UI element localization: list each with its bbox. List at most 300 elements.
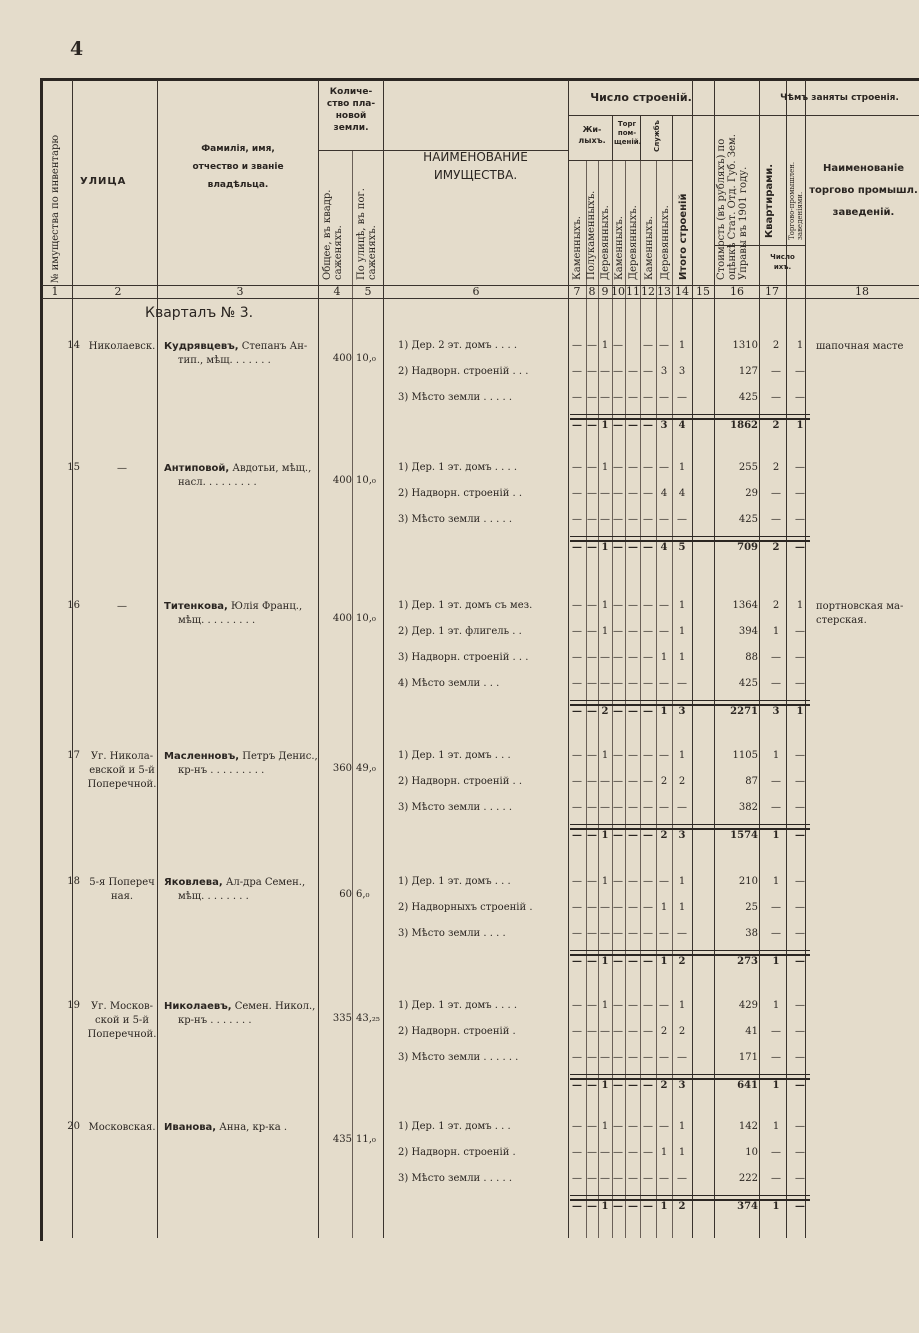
building-count: — bbox=[659, 876, 669, 887]
column-number: 16 bbox=[730, 285, 744, 298]
building-count: — bbox=[659, 600, 669, 611]
building-count: — bbox=[572, 1000, 582, 1011]
cost-value: 394 bbox=[738, 626, 758, 637]
building-count: — bbox=[643, 462, 653, 473]
street-name: Московская. bbox=[88, 1122, 156, 1133]
building-count: — bbox=[600, 1052, 610, 1063]
total-building-count: — bbox=[613, 830, 623, 841]
total-building-count: — bbox=[613, 706, 623, 717]
land-area: 360 bbox=[332, 763, 352, 774]
property-item: 2) Надворн. строеній . . . bbox=[398, 366, 529, 377]
apartments-count: — bbox=[771, 514, 781, 525]
buildings-subheader-line bbox=[568, 115, 714, 116]
total-establishments: — bbox=[795, 1080, 805, 1091]
total-building-count: — bbox=[643, 830, 653, 841]
trade-establishments-header: Торгово-промышлен. заведеніями. bbox=[788, 161, 804, 240]
building-count: — bbox=[587, 462, 597, 473]
inventory-number: 14 bbox=[67, 340, 80, 351]
building-count: — bbox=[643, 802, 653, 813]
building-count: — bbox=[613, 1026, 623, 1037]
land-amount-header: Количе- ство пла- новой земли. bbox=[326, 87, 376, 133]
total-building-count: — bbox=[628, 420, 638, 431]
total-building-count: — bbox=[587, 542, 597, 553]
apartments-count: — bbox=[771, 802, 781, 813]
building-count: 1 bbox=[601, 750, 609, 761]
building-count: 1 bbox=[678, 750, 686, 761]
occupied-header: Чѣмъ заняты строенія. bbox=[780, 93, 899, 103]
land-area: 435 bbox=[332, 1134, 352, 1145]
building-count: — bbox=[643, 652, 653, 663]
building-count: — bbox=[659, 392, 669, 403]
building-count: — bbox=[628, 392, 638, 403]
establishments-count: — bbox=[795, 776, 805, 787]
building-count: — bbox=[659, 1121, 669, 1132]
building-count: 1 bbox=[678, 876, 686, 887]
apartments-count: 1 bbox=[772, 1121, 780, 1132]
column-divider bbox=[568, 80, 569, 1238]
building-count: 1 bbox=[678, 626, 686, 637]
building-count: 1 bbox=[601, 600, 609, 611]
building-count: — bbox=[572, 802, 582, 813]
total-cost: 641 bbox=[737, 1080, 758, 1091]
total-establishments: — bbox=[795, 1201, 805, 1212]
establishments-count: — bbox=[795, 1000, 805, 1011]
building-count: 2 bbox=[678, 1026, 686, 1037]
building-count: — bbox=[659, 1052, 669, 1063]
land-frontage: 10,₀ bbox=[356, 353, 376, 364]
building-count: 1 bbox=[660, 902, 668, 913]
building-count: — bbox=[572, 1121, 582, 1132]
building-count: — bbox=[587, 340, 597, 351]
building-count: — bbox=[572, 1147, 582, 1158]
property-item: 1) Дер. 2 эт. домъ . . . . bbox=[398, 340, 518, 351]
building-count: — bbox=[613, 678, 623, 689]
building-count: 1 bbox=[678, 600, 686, 611]
land-frontage: 11,₀ bbox=[356, 1134, 376, 1145]
stone-living-header: Каменныхъ. bbox=[572, 216, 583, 280]
building-count: — bbox=[600, 652, 610, 663]
owner-name: Титенкова, Юлія Франц., мѣщ. . . . . . . . . bbox=[164, 601, 303, 626]
building-count: — bbox=[600, 928, 610, 939]
total-line bbox=[570, 1195, 810, 1196]
building-count: 1 bbox=[678, 1121, 686, 1132]
building-count: — bbox=[613, 876, 623, 887]
column-number: 2 bbox=[114, 285, 122, 298]
building-count: — bbox=[613, 514, 623, 525]
building-count: — bbox=[643, 1173, 653, 1184]
building-count: 3 bbox=[660, 366, 668, 377]
column-number: 7 bbox=[573, 285, 581, 298]
total-building-count: 1 bbox=[660, 1201, 668, 1212]
column-number: 3 bbox=[236, 285, 244, 298]
inventory-number: 20 bbox=[67, 1121, 80, 1132]
land-frontage: 6,₀ bbox=[356, 889, 370, 900]
building-count: — bbox=[587, 928, 597, 939]
building-count: — bbox=[600, 678, 610, 689]
total-cost: 2271 bbox=[730, 706, 758, 717]
building-count: 2 bbox=[660, 1026, 668, 1037]
establishments-count: 1 bbox=[796, 340, 804, 351]
occupied-subheader-line bbox=[714, 115, 919, 116]
total-apartments: 1 bbox=[772, 956, 780, 967]
building-count: — bbox=[587, 750, 597, 761]
semi-stone-living-header: Полукаменныхъ. bbox=[586, 190, 597, 280]
building-count: — bbox=[572, 626, 582, 637]
total-building-count: 2 bbox=[601, 706, 609, 717]
cost-value: 255 bbox=[738, 462, 758, 473]
total-building-count: — bbox=[643, 1080, 653, 1091]
property-item: 2) Надворн. строеній . bbox=[398, 1026, 516, 1037]
building-count: 3 bbox=[678, 366, 686, 377]
property-item: 1) Дер. 1 эт. домъ . . . bbox=[398, 876, 511, 887]
total-establishments: — bbox=[795, 956, 805, 967]
land-area: 400 bbox=[332, 475, 352, 486]
building-count: — bbox=[613, 366, 623, 377]
owner-name: Яковлева, Ал-дра Семен., мѣщ. . . . . . . . bbox=[164, 877, 306, 902]
total-building-count: 2 bbox=[660, 1080, 668, 1091]
total-cost: 1862 bbox=[730, 420, 758, 431]
cost-value: 87 bbox=[745, 776, 758, 787]
column-divider bbox=[672, 160, 673, 1238]
building-count: — bbox=[628, 776, 638, 787]
building-count: — bbox=[572, 462, 582, 473]
establishments-count: — bbox=[795, 366, 805, 377]
property-name-header: НАИМЕНОВАНИЕ ИМУЩЕСТВА. bbox=[423, 150, 528, 182]
total-establishments: — bbox=[795, 542, 805, 553]
inventory-number: 15 bbox=[67, 462, 80, 473]
land-frontage: 10,₀ bbox=[356, 613, 376, 624]
building-count: — bbox=[628, 928, 638, 939]
building-count: — bbox=[600, 514, 610, 525]
building-count: — bbox=[628, 1173, 638, 1184]
apartments-count: — bbox=[771, 776, 781, 787]
cost-value: 210 bbox=[738, 876, 758, 887]
total-building-count: — bbox=[572, 1080, 582, 1091]
building-count: — bbox=[572, 600, 582, 611]
building-count: — bbox=[677, 928, 687, 939]
cost-value: 425 bbox=[738, 514, 758, 525]
total-establishments: 1 bbox=[796, 420, 804, 431]
establishment-name-header: Наименованіе торгово промышл. заведеній. bbox=[809, 163, 918, 218]
establishments-count: — bbox=[795, 514, 805, 525]
building-count: — bbox=[572, 750, 582, 761]
section-title: Кварталъ № 3. bbox=[145, 305, 254, 321]
building-count: — bbox=[628, 876, 638, 887]
cost-value: 142 bbox=[738, 1121, 758, 1132]
building-count: — bbox=[643, 392, 653, 403]
total-line bbox=[570, 536, 810, 537]
column-divider bbox=[625, 160, 626, 1238]
building-count: — bbox=[643, 366, 653, 377]
building-count: — bbox=[613, 1052, 623, 1063]
building-count: — bbox=[600, 776, 610, 787]
cost-value: 1310 bbox=[732, 340, 758, 351]
property-item: 4) Мѣсто земли . . . bbox=[398, 678, 500, 689]
column-number: 17 bbox=[765, 285, 779, 298]
building-count: — bbox=[587, 802, 597, 813]
total-building-count: 2 bbox=[660, 830, 668, 841]
apartments-count: — bbox=[771, 392, 781, 403]
building-count: 1 bbox=[678, 462, 686, 473]
total-building-count: — bbox=[613, 1080, 623, 1091]
total-building-count: — bbox=[587, 956, 597, 967]
total-building-count: — bbox=[587, 706, 597, 717]
total-establishments: 1 bbox=[796, 706, 804, 717]
building-count: 1 bbox=[601, 462, 609, 473]
land-frontage: 10,₀ bbox=[356, 475, 376, 486]
building-count: — bbox=[659, 462, 669, 473]
building-count: 4 bbox=[660, 488, 668, 499]
street-name: Уг. Москов- ской и 5-й Поперечной. bbox=[87, 1001, 157, 1040]
building-count: — bbox=[628, 802, 638, 813]
property-item: 3) Мѣсто земли . . . . . bbox=[398, 1173, 512, 1184]
total-building-count: 3 bbox=[678, 1080, 686, 1091]
property-item: 3) Мѣсто земли . . . . bbox=[398, 928, 506, 939]
building-count: — bbox=[643, 928, 653, 939]
column-number: 14 bbox=[675, 285, 689, 298]
column-number: 10 bbox=[611, 285, 625, 298]
column-number: 15 bbox=[696, 285, 710, 298]
total-building-count: 1 bbox=[601, 956, 609, 967]
total-building-count: 2 bbox=[678, 956, 686, 967]
building-count: — bbox=[572, 340, 582, 351]
cost-value: 29 bbox=[745, 488, 758, 499]
total-building-count: 2 bbox=[678, 1201, 686, 1212]
buildings-group-divider bbox=[672, 116, 673, 160]
cost-value: 429 bbox=[738, 1000, 758, 1011]
building-count: — bbox=[628, 1052, 638, 1063]
building-count: — bbox=[643, 1052, 653, 1063]
total-building-count: — bbox=[628, 1201, 638, 1212]
total-building-count: 1 bbox=[601, 1201, 609, 1212]
total-apartments: 3 bbox=[772, 706, 780, 717]
apartments-count: — bbox=[771, 652, 781, 663]
building-count: — bbox=[613, 392, 623, 403]
owner-name: Иванова, Анна, кр-ка . bbox=[164, 1122, 288, 1133]
total-building-count: — bbox=[587, 1080, 597, 1091]
wooden-living-header: Деревянныхъ. bbox=[600, 205, 611, 280]
total-cost: 374 bbox=[737, 1201, 758, 1212]
total-building-count: — bbox=[628, 830, 638, 841]
establishments-count: — bbox=[795, 678, 805, 689]
property-item: 3) Мѣсто земли . . . . . . bbox=[398, 1052, 519, 1063]
building-count: — bbox=[600, 902, 610, 913]
cost-value: 222 bbox=[738, 1173, 758, 1184]
total-building-count: 4 bbox=[660, 542, 668, 553]
total-building-count: — bbox=[572, 1201, 582, 1212]
total-building-count: 1 bbox=[660, 956, 668, 967]
total-line bbox=[570, 700, 810, 701]
apartments-count: — bbox=[771, 1173, 781, 1184]
building-count: — bbox=[613, 928, 623, 939]
building-count: — bbox=[628, 1147, 638, 1158]
building-count: — bbox=[677, 392, 687, 403]
building-count: 1 bbox=[601, 626, 609, 637]
owner-name: Николаевъ, Семен. Никол., кр-нъ . . . . . . . bbox=[164, 1001, 316, 1026]
total-building-count: 1 bbox=[601, 542, 609, 553]
count-header: Число ихъ. bbox=[770, 253, 795, 271]
cost-value: 25 bbox=[745, 902, 758, 913]
building-count: — bbox=[613, 1173, 623, 1184]
building-count: — bbox=[587, 1000, 597, 1011]
column-number: 13 bbox=[657, 285, 671, 298]
building-count: — bbox=[613, 1000, 623, 1011]
total-building-count: — bbox=[643, 542, 653, 553]
apartments-count: — bbox=[771, 678, 781, 689]
apartments-count: — bbox=[771, 1147, 781, 1158]
column-divider bbox=[318, 80, 319, 1238]
land-total-area-header: Общее, въ квадр. саженяхъ. bbox=[322, 189, 344, 280]
cost-value: 425 bbox=[738, 678, 758, 689]
inventory-number: 17 bbox=[67, 750, 80, 761]
total-line bbox=[570, 824, 810, 825]
service-buildings-header: Службъ bbox=[653, 120, 661, 152]
street-name: 5-я Попереч ная. bbox=[89, 877, 155, 902]
building-count: — bbox=[628, 750, 638, 761]
total-apartments: 2 bbox=[772, 542, 780, 553]
total-cost: 1574 bbox=[730, 830, 758, 841]
column-divider bbox=[383, 80, 384, 1238]
establishments-count: — bbox=[795, 626, 805, 637]
total-building-count: — bbox=[643, 706, 653, 717]
building-count: — bbox=[587, 1052, 597, 1063]
building-count: — bbox=[572, 488, 582, 499]
street-name: Николаевск. bbox=[88, 341, 156, 352]
building-count: — bbox=[628, 1000, 638, 1011]
building-count: — bbox=[572, 652, 582, 663]
total-building-count: — bbox=[643, 956, 653, 967]
building-count: — bbox=[643, 514, 653, 525]
total-building-count: — bbox=[643, 420, 653, 431]
building-count: — bbox=[587, 366, 597, 377]
total-building-count: — bbox=[572, 420, 582, 431]
column-number: 11 bbox=[626, 285, 640, 298]
total-building-count: — bbox=[613, 956, 623, 967]
building-count: — bbox=[600, 1173, 610, 1184]
building-count: — bbox=[587, 1121, 597, 1132]
building-count: — bbox=[572, 1173, 582, 1184]
building-count: — bbox=[643, 1026, 653, 1037]
total-building-count: — bbox=[613, 420, 623, 431]
building-count: — bbox=[587, 1026, 597, 1037]
column-number: 1 bbox=[51, 285, 59, 298]
apartments-count: — bbox=[771, 928, 781, 939]
total-building-count: — bbox=[572, 956, 582, 967]
property-item: 1) Дер. 1 эт. домъ . . . bbox=[398, 1121, 511, 1132]
column-divider bbox=[598, 160, 599, 1238]
total-building-count: 5 bbox=[678, 542, 686, 553]
building-count: — bbox=[613, 1147, 623, 1158]
total-establishments: — bbox=[795, 830, 805, 841]
building-count: — bbox=[659, 678, 669, 689]
building-count: — bbox=[613, 1121, 623, 1132]
property-item: 1) Дер. 1 эт. домъ . . . . bbox=[398, 1000, 518, 1011]
column-divider bbox=[352, 150, 353, 1238]
owner-name: Кудрявцевъ, Степанъ Ан- тип., мѣщ. . . . . . . bbox=[164, 341, 308, 366]
street-header: УЛИЦА bbox=[80, 176, 127, 187]
property-item: 3) Надворн. строеній . . . bbox=[398, 652, 529, 663]
building-count: — bbox=[643, 340, 653, 351]
building-count: — bbox=[643, 1121, 653, 1132]
building-count: — bbox=[677, 514, 687, 525]
total-building-count: 1 bbox=[601, 830, 609, 841]
building-count: — bbox=[587, 488, 597, 499]
column-number: 9 bbox=[601, 285, 609, 298]
column-divider bbox=[656, 160, 657, 1238]
cost-value: 171 bbox=[738, 1052, 758, 1063]
building-count: — bbox=[600, 1147, 610, 1158]
property-item: 2) Дер. 1 эт. флигель . . bbox=[398, 626, 522, 637]
total-cost: 709 bbox=[737, 542, 758, 553]
building-count: — bbox=[659, 750, 669, 761]
total-building-count: — bbox=[613, 542, 623, 553]
total-building-count: — bbox=[628, 542, 638, 553]
apartments-header: Квартирами. bbox=[764, 163, 775, 238]
building-count: — bbox=[587, 514, 597, 525]
land-area: 400 bbox=[332, 613, 352, 624]
building-count: — bbox=[643, 600, 653, 611]
building-count: — bbox=[613, 776, 623, 787]
total-building-count: — bbox=[587, 420, 597, 431]
building-count: — bbox=[587, 902, 597, 913]
cost-value: 10 bbox=[745, 1147, 758, 1158]
building-count: — bbox=[572, 928, 582, 939]
building-count: — bbox=[587, 1173, 597, 1184]
apartments-count: — bbox=[771, 902, 781, 913]
cost-value: 88 bbox=[745, 652, 758, 663]
building-count: — bbox=[600, 392, 610, 403]
total-building-count: — bbox=[628, 956, 638, 967]
column-divider bbox=[692, 80, 693, 1238]
building-count: 1 bbox=[678, 1000, 686, 1011]
building-count: — bbox=[643, 1000, 653, 1011]
establishments-count: — bbox=[795, 876, 805, 887]
building-count: — bbox=[587, 600, 597, 611]
property-item: 2) Надворныхъ строеній . bbox=[398, 902, 533, 913]
building-count: — bbox=[587, 678, 597, 689]
building-count: 1 bbox=[660, 652, 668, 663]
total-apartments: 2 bbox=[772, 420, 780, 431]
cost-value: 41 bbox=[745, 1026, 758, 1037]
establishments-count: — bbox=[795, 462, 805, 473]
establishments-count: — bbox=[795, 928, 805, 939]
building-count: 2 bbox=[660, 776, 668, 787]
buildings-header: Число строеній. bbox=[590, 91, 692, 104]
apartments-count: 1 bbox=[772, 750, 780, 761]
street-name: — bbox=[117, 601, 127, 612]
building-count: — bbox=[600, 488, 610, 499]
total-apartments: 1 bbox=[772, 1080, 780, 1091]
wooden-service-header: Деревянныхъ. bbox=[660, 205, 671, 280]
establishments-count: — bbox=[795, 802, 805, 813]
building-count: — bbox=[659, 1000, 669, 1011]
establishments-count: — bbox=[795, 488, 805, 499]
property-item: 2) Надворн. строеній . bbox=[398, 1147, 516, 1158]
total-cost: 273 bbox=[737, 956, 758, 967]
building-count: — bbox=[572, 902, 582, 913]
building-count: — bbox=[572, 776, 582, 787]
building-count: — bbox=[643, 750, 653, 761]
building-count: — bbox=[643, 876, 653, 887]
apartments-count: 2 bbox=[772, 462, 780, 473]
cost-value: 1105 bbox=[732, 750, 758, 761]
building-count: 1 bbox=[678, 652, 686, 663]
building-count: — bbox=[572, 392, 582, 403]
land-area: 400 bbox=[332, 353, 352, 364]
apartments-count: 1 bbox=[772, 1000, 780, 1011]
building-count: — bbox=[628, 1121, 638, 1132]
cost-value: 1364 bbox=[732, 600, 758, 611]
